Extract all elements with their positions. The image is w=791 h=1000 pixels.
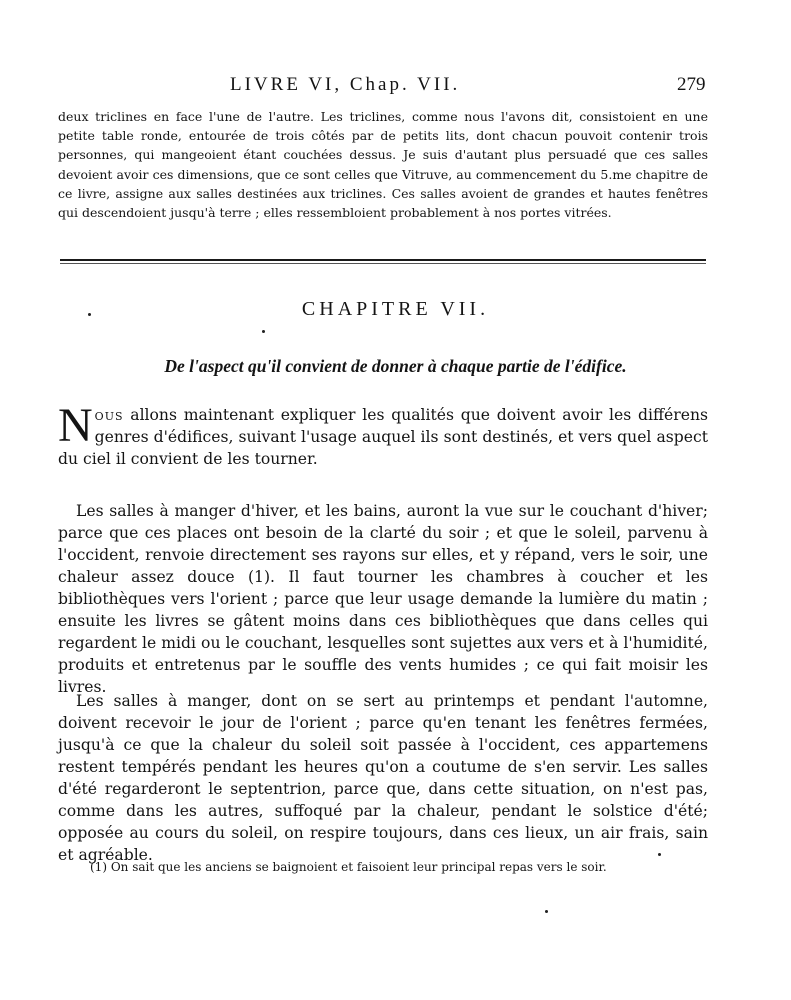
- print-speck: [658, 853, 661, 856]
- paragraph-3: Les salles à manger, dont on se sert au printemps et pendant l'automne, doivent recevoir le jour de l'orient ; parce qu'en tenant les fenêtres fermées, jusqu'à ce que la chaleur du soleil soit passée à l'occident, ces appartemens restent tempérés pendant les heures qu'on a coutume de s'en servir. Les salles d'été regarderont le septentrion, parce que, dans cette situation, on n'est pas, comme dans les autres, suffoqué par la chaleur, pendant le solstice d'été; opposée au cours du soleil, on respire toujours, dans ces lieux, un air frais, sain et agréable.: [58, 692, 708, 864]
- print-speck: [545, 910, 548, 913]
- chapter-title: CHAPITRE VII.: [301, 298, 490, 320]
- chapter-subtitle: De l'aspect qu'il convient de donner à chaque partie de l'édifice.: [164, 356, 627, 376]
- carryover-paragraph: deux triclines en face l'une de l'autre. Les triclines, comme nous l'avons dit, consistoient en une petite table ronde, entourée de trois côtés par de petits lits, dont chacun pouvoit contenir trois personnes, qui mangeoient étant couchées dessus. Je suis d'autant plus persuadé que ces salles devoient avoir ces dimensions, que ce sont celles que Vitruve, au commencement du 5.me chapitre de ce livre, assigne aux salles destinées aux triclines. Ces salles avoient de grandes et hautes fenêtres qui descendoient jusqu'à terre ; elles ressembloient probablement à nos portes vitrées.: [58, 109, 708, 221]
- footnote: (1) On sait que les anciens se baignoient et faisoient leur principal repas vers le soir.: [90, 860, 607, 874]
- small-caps-lead: ous: [94, 406, 124, 424]
- paragraph-2: Les salles à manger d'hiver, et les bains, auront la vue sur le couchant d'hiver; parce que ces places ont besoin de la clarté du soir ; et que le soleil, parvenu à l'occident, renvoie directement ses rayons sur elles, et y répand, vers le soir, une chaleur assez douce (1). Il faut tourner les chambres à coucher et les bibliothèques vers l'orient ; parce que leur usage demande la lumière du matin ; ensuite les livres se gâtent moins dans ces bibliothèques que dans celles qui regardent le midi ou le couchant, lesquelles sont sujettes aux vers et à l'humidité, produits et entretenus par le souffle des vents humides ; ce qui fait moisir les livres.: [58, 502, 708, 696]
- section-rule: [60, 259, 706, 261]
- paragraph-1-text: allons maintenant expliquer les qualités que doivent avoir les différens genres d'édifices, suivant l'usage auquel ils sont destinés, et vers quel aspect du ciel il convient de les tourner.: [58, 406, 708, 468]
- paragraph-1: [58, 399, 708, 470]
- page-number: 279: [677, 74, 706, 95]
- print-speck: [262, 330, 265, 333]
- running-head: LIVRE VI, Chap. VII.: [230, 74, 461, 95]
- print-speck: [88, 313, 91, 316]
- drop-cap: N: [58, 399, 93, 452]
